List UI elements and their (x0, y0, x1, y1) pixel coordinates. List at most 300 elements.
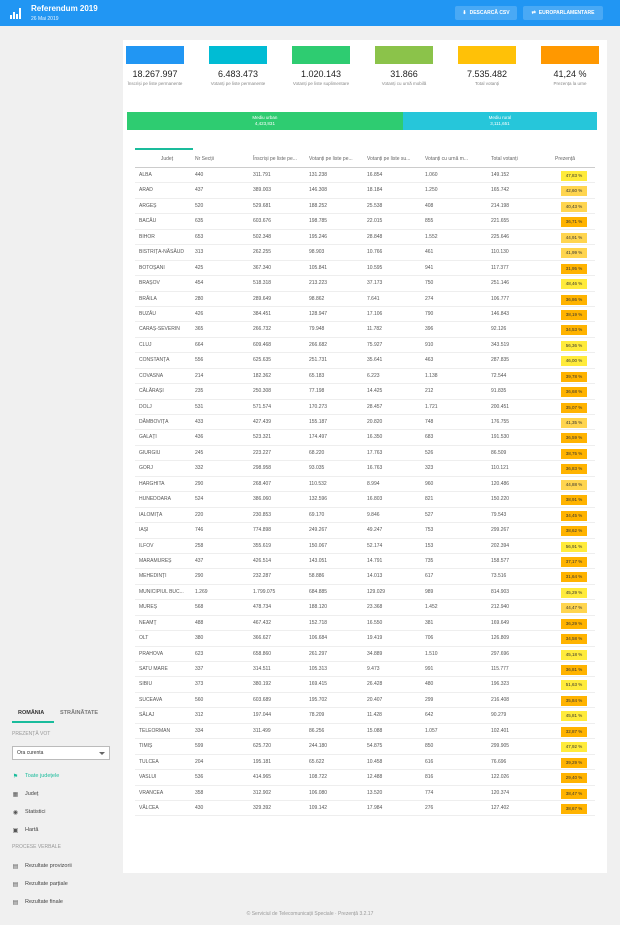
table-cell: 287.835 (491, 357, 510, 364)
table-row[interactable] (135, 245, 595, 260)
table-cell: 37.173 (367, 280, 383, 287)
table-row[interactable] (135, 677, 595, 692)
table-cell: 132.596 (309, 496, 328, 503)
table-row[interactable] (135, 430, 595, 445)
table-cell: 176.755 (491, 419, 510, 425)
table-cell: 430 (195, 804, 204, 811)
table-cell: 26.428 (367, 681, 383, 688)
sidebar-item[interactable] (12, 860, 72, 872)
table-row[interactable] (135, 353, 595, 368)
county-name: SIBIU (139, 681, 153, 688)
table-cell: 212.940 (491, 604, 510, 611)
presence-badge: 31,95 % (561, 264, 587, 274)
table-cell: 373 (195, 681, 204, 688)
presence-badge: 35,07 % (561, 403, 587, 413)
table-cell: 454 (195, 280, 204, 287)
table-row[interactable] (135, 600, 595, 615)
table-row[interactable] (135, 724, 595, 739)
presence-badge: 38,47 % (561, 789, 587, 799)
table-row[interactable] (135, 801, 595, 816)
table-row[interactable] (135, 261, 595, 276)
stat-color-bar (541, 46, 599, 64)
table-cell: 126.809 (491, 635, 510, 642)
table-cell: 440 (195, 172, 204, 178)
region-tabs (12, 710, 112, 724)
footer: © Serviciul de Telecomunicații Speciale · Prezență 3.2.17 (246, 911, 374, 917)
table-cell: 989 (425, 588, 434, 595)
presence-badge: 44,91 % (561, 233, 587, 243)
table-row[interactable] (135, 183, 595, 198)
tab-romania[interactable]: ROMÂNIA (18, 710, 45, 716)
table-cell: 623 (195, 650, 204, 657)
table-cell: 115.777 (491, 666, 509, 672)
table-cell: 436 (195, 434, 204, 441)
county-name: DOLJ (139, 403, 152, 410)
table-cell: 216.408 (491, 696, 510, 703)
table-cell: 128.947 (309, 310, 328, 317)
table-cell: 54.875 (367, 743, 383, 750)
table-cell: 110.121 (491, 465, 509, 472)
table-cell: 298.958 (253, 465, 272, 472)
stat-label: Votanți cu urnă mobilă (381, 81, 427, 86)
stat-value: 7.535.482 (466, 69, 508, 79)
table-cell: 1.250 (425, 187, 438, 194)
table-cell: 195.702 (309, 696, 328, 703)
county-name: GALAȚI (139, 434, 157, 441)
table-cell: 480 (425, 681, 434, 688)
table-cell: 750 (425, 280, 434, 287)
urban-segment (127, 112, 403, 130)
download-csv-label: DESCARCĂ CSV (469, 10, 510, 16)
table-cell: 531 (195, 403, 204, 410)
table-cell: 98.862 (309, 295, 325, 302)
table-cell: 384.451 (253, 310, 272, 317)
table-cell: 8.994 (367, 480, 380, 487)
table-cell: 251.731 (309, 357, 328, 364)
table-cell: 6.223 (367, 372, 380, 379)
table-row[interactable] (135, 292, 595, 307)
table-cell: 191.530 (491, 434, 510, 441)
table-cell: 437 (195, 557, 204, 564)
table-cell: 312 (195, 712, 204, 719)
document-icon: ▤ (12, 863, 19, 870)
table-cell: 109.142 (309, 804, 328, 811)
presence-badge: 36,29 % (561, 619, 587, 629)
stat-color-bar (209, 46, 267, 64)
county-name: ALBA (139, 172, 152, 178)
table-row[interactable] (135, 755, 595, 770)
table-row[interactable] (135, 230, 595, 245)
column-header[interactable]: Înscriși pe liste pe... (253, 156, 297, 162)
sidebar-item-label: Statistici (25, 809, 46, 815)
column-header[interactable]: Votanți cu urnă m... (425, 156, 469, 162)
table-cell: 16.763 (367, 465, 383, 472)
presence-badge: 38,19 % (561, 310, 587, 320)
table-cell: 23.368 (367, 604, 383, 611)
table-cell: 25.538 (367, 202, 383, 209)
table-cell: 1.452 (425, 604, 438, 611)
table-cell: 297.696 (491, 650, 510, 657)
table-cell: 165.742 (491, 187, 510, 194)
county-name: SĂLAJ (139, 712, 155, 719)
presence-badge: 56,36 % (561, 341, 587, 351)
table-cell: 225.646 (491, 233, 510, 240)
table-row[interactable] (135, 786, 595, 801)
table-cell: 748 (425, 419, 434, 425)
table-cell: 18.184 (367, 187, 383, 194)
table-header (135, 150, 595, 168)
table-cell: 200.451 (491, 403, 510, 410)
table-cell: 120.486 (491, 480, 510, 487)
table-cell: 683 (425, 434, 434, 441)
table-cell: 425 (195, 264, 204, 271)
table-cell: 197.044 (253, 712, 272, 719)
sidebar-item[interactable] (12, 806, 45, 818)
table-cell: 289.649 (253, 295, 272, 302)
table-row[interactable] (135, 446, 595, 461)
presence-badge: 48,46 % (561, 279, 587, 289)
table-cell: 343.519 (491, 341, 510, 348)
app-header (0, 0, 620, 26)
table-row[interactable] (135, 400, 595, 415)
county-name: CONSTANȚA (139, 357, 170, 364)
table-cell: 77.198 (309, 388, 325, 395)
stat-value: 1.020.143 (300, 69, 342, 79)
presence-badge: 34,58 % (561, 634, 587, 644)
table-cell: 214 (195, 372, 204, 379)
table-cell: 86.256 (309, 727, 325, 734)
table-cell: 1.060 (425, 172, 438, 178)
sidebar-item-label: Hartă (25, 827, 39, 833)
table-row[interactable] (135, 616, 595, 631)
presence-badge: 34,45 % (561, 511, 587, 521)
presence-badge: 56,91 % (561, 542, 587, 552)
table-cell: 334 (195, 727, 204, 734)
europarlamentare-label: EUROPARLAMENTARE (538, 10, 595, 16)
table-cell: 991 (425, 666, 434, 672)
table-cell: 314.511 (253, 666, 271, 672)
document-icon: ▤ (12, 899, 19, 906)
table-cell: 290 (195, 573, 204, 580)
presence-badge: 46,00 % (561, 356, 587, 366)
urban-value: 4,423,831 (254, 121, 275, 126)
table-cell: 244.180 (309, 743, 328, 750)
urban-rural-bar (127, 112, 597, 130)
table-row[interactable] (135, 214, 595, 229)
table-cell: 102.401 (491, 727, 510, 734)
presence-badge: 39,78 % (561, 372, 587, 382)
table-cell: 230.853 (253, 511, 272, 518)
stat-label: Înscriși pe liste permanente (127, 81, 183, 86)
sidebar-item[interactable] (12, 878, 68, 890)
county-name: TULCEA (139, 758, 159, 765)
column-header[interactable]: Total votanți (491, 156, 518, 162)
stat-card (374, 46, 434, 98)
table-cell: 790 (425, 310, 434, 317)
table-row[interactable] (135, 693, 595, 708)
sidebar-item[interactable] (12, 770, 59, 782)
presence-badge: 51,63 % (561, 680, 587, 690)
sidebar-item-label: Rezultate provizorii (25, 863, 72, 869)
table-cell: 20.407 (367, 696, 383, 703)
county-name: VÂLCEA (139, 804, 159, 811)
county-name: MUNICIPIUL BUC... (139, 588, 184, 595)
county-name: HUNEDOARA (139, 496, 171, 503)
table-row[interactable] (135, 461, 595, 476)
table-cell: 13.520 (367, 789, 383, 796)
table-cell: 106.684 (309, 635, 328, 642)
table-row[interactable] (135, 569, 595, 584)
table-cell: 523.321 (253, 434, 272, 441)
table-row[interactable] (135, 662, 595, 677)
table-cell: 110.532 (309, 480, 327, 487)
presence-badge: 45,81 % (561, 711, 587, 721)
chart-icon: ◉ (12, 809, 19, 816)
table-cell: 524 (195, 496, 204, 503)
table-cell: 251.146 (491, 280, 510, 287)
table-cell: 274 (425, 295, 434, 302)
stat-color-bar (126, 46, 184, 64)
table-cell: 28.457 (367, 403, 383, 410)
stat-color-bar (292, 46, 350, 64)
table-row[interactable] (135, 647, 595, 662)
table-cell: 117.377 (491, 264, 509, 271)
county-name: VRANCEA (139, 789, 164, 796)
column-header[interactable]: Votanți pe liste pe... (309, 156, 353, 162)
table-cell: 122.026 (491, 774, 510, 781)
table-cell: 850 (425, 743, 434, 750)
county-name: HARGHITA (139, 480, 165, 487)
table-cell: 17.763 (367, 449, 383, 456)
table-row[interactable] (135, 739, 595, 754)
county-name: BIHOR (139, 233, 155, 240)
stat-color-bar (458, 46, 516, 64)
table-row[interactable] (135, 631, 595, 646)
table-cell: 358 (195, 789, 204, 796)
table-cell: 1.057 (425, 727, 438, 734)
table-row[interactable] (135, 384, 595, 399)
county-table (135, 150, 595, 816)
county-name: SUCEAVA (139, 696, 163, 703)
table-cell: 437 (195, 187, 204, 194)
county-name: ILFOV (139, 542, 154, 549)
table-row[interactable] (135, 276, 595, 291)
table-row[interactable] (135, 554, 595, 569)
table-cell: 15.088 (367, 727, 383, 734)
tab-strainatate[interactable]: STRĂINĂTATE (60, 710, 98, 716)
table-cell: 502.348 (253, 233, 272, 240)
table-cell: 182.362 (253, 372, 272, 379)
column-header[interactable]: Prezență (554, 156, 575, 162)
table-cell: 262.255 (253, 249, 272, 256)
table-cell: 91.835 (491, 388, 507, 395)
table-cell: 11.428 (367, 712, 382, 719)
chevron-down-icon (99, 752, 105, 755)
stat-card (291, 46, 351, 98)
table-cell: 86.509 (491, 449, 507, 456)
table-cell: 518.318 (253, 280, 272, 287)
sidebar-item-label: Toate județele (25, 773, 60, 779)
table-cell: 1.510 (425, 650, 438, 657)
table-cell: 221.655 (491, 218, 510, 225)
county-name: OLT (139, 635, 149, 642)
table-cell: 1.269 (195, 588, 208, 595)
table-row[interactable] (135, 168, 595, 183)
table-cell: 245 (195, 449, 204, 456)
county-name: BRAȘOV (139, 280, 160, 287)
table-cell: 213.223 (309, 280, 328, 287)
table-cell: 73.516 (491, 573, 507, 580)
table-cell: 910 (425, 341, 434, 348)
table-cell: 568 (195, 604, 204, 611)
active-tab-indicator (12, 721, 54, 723)
table-cell: 65.183 (309, 372, 325, 379)
stat-card (540, 46, 600, 98)
table-cell: 463 (425, 357, 434, 364)
table-row[interactable] (135, 708, 595, 723)
table-cell: 150.067 (309, 542, 328, 549)
presence-badge: 47,83 % (561, 171, 587, 181)
presence-badge: 45,18 % (561, 650, 587, 660)
urban-label: Mediu urban (252, 115, 278, 120)
presence-badge: 36,68 % (561, 387, 587, 397)
time-select[interactable] (12, 746, 110, 760)
table-cell: 68.220 (309, 449, 325, 456)
table-cell: 414.965 (253, 774, 272, 781)
table-cell: 92.126 (491, 326, 507, 333)
table-row[interactable] (135, 322, 595, 337)
section-presence-label: PREZENȚĂ VOT (12, 731, 51, 737)
table-cell: 599 (195, 743, 204, 750)
column-header[interactable]: Votanți pe liste su... (367, 156, 411, 162)
table-row[interactable] (135, 369, 595, 384)
stat-value: 31.866 (390, 69, 418, 79)
county-name: CĂLĂRAȘI (139, 388, 164, 395)
table-cell: 311.499 (253, 727, 271, 734)
table-cell: 49.247 (367, 527, 383, 534)
presence-badge: 36,59 % (561, 433, 587, 443)
table-cell: 120.374 (491, 789, 510, 796)
main-panel (123, 40, 607, 873)
table-row[interactable] (135, 307, 595, 322)
table-cell: 78.209 (309, 712, 325, 719)
table-row[interactable] (135, 585, 595, 600)
table-row[interactable] (135, 492, 595, 507)
table-row[interactable] (135, 523, 595, 538)
table-cell: 299 (425, 696, 434, 703)
column-header[interactable]: Nr Secții (195, 156, 214, 162)
table-cell: 408 (425, 202, 434, 209)
sidebar-item[interactable] (12, 824, 38, 836)
sidebar-item-label: Rezultate finale (25, 899, 63, 905)
presence-badge: 31,64 % (561, 572, 587, 582)
table-cell: 536 (195, 774, 204, 781)
table-row[interactable] (135, 508, 595, 523)
county-name: COVASNA (139, 372, 164, 379)
rural-label: Mediu rural (488, 115, 512, 120)
table-cell: 1.138 (425, 372, 438, 379)
download-csv-button[interactable] (455, 6, 517, 20)
table-cell: 129.029 (367, 588, 386, 595)
stat-color-bar (375, 46, 433, 64)
column-header[interactable]: Județ (160, 156, 174, 162)
table-cell: 188.252 (309, 202, 328, 209)
county-name: GIURGIU (139, 449, 161, 456)
presence-badge: 38,91 % (561, 495, 587, 505)
table-cell: 774.898 (253, 527, 272, 534)
presence-badge: 36,86 % (561, 295, 587, 305)
county-name: ARGEȘ (139, 202, 157, 209)
table-cell: 329.392 (253, 804, 272, 811)
europarlamentare-button[interactable] (523, 6, 603, 20)
table-cell: 10.595 (367, 264, 383, 271)
rural-segment (403, 112, 597, 130)
table-cell: 280 (195, 295, 204, 302)
table-cell: 16.350 (367, 434, 383, 441)
county-name: BACĂU (139, 218, 157, 225)
stat-card (125, 46, 185, 98)
flag-icon: ⚑ (12, 773, 19, 780)
table-cell: 323 (425, 465, 434, 472)
table-cell: 28.848 (367, 233, 383, 240)
sidebar-item[interactable] (12, 788, 38, 800)
table-cell: 198.785 (309, 218, 328, 225)
table-cell: 337 (195, 666, 204, 672)
table-cell: 98.903 (309, 249, 325, 256)
presence-badge: 42,60 % (561, 186, 587, 196)
document-icon: ▤ (12, 881, 19, 888)
county-name: BUZĂU (139, 310, 156, 317)
table-cell: 816 (425, 774, 434, 781)
table-cell: 65.622 (309, 758, 325, 765)
table-cell: 10.766 (367, 249, 383, 256)
table-cell: 220 (195, 511, 204, 518)
presence-badge: 36,81 % (561, 665, 587, 675)
presence-badge: 44,88 % (561, 480, 587, 490)
table-cell: 188.120 (309, 604, 328, 611)
table-cell: 146.308 (309, 187, 328, 194)
table-cell: 235 (195, 388, 204, 395)
table-cell: 1.721 (425, 403, 438, 410)
table-cell: 706 (425, 635, 434, 642)
table-cell: 367.340 (253, 264, 272, 271)
table-cell: 355.619 (253, 542, 272, 549)
table-row[interactable] (135, 199, 595, 214)
table-row[interactable] (135, 477, 595, 492)
county-name: BRĂILA (139, 295, 157, 302)
table-row[interactable] (135, 770, 595, 785)
table-cell: 106.080 (309, 789, 328, 796)
table-row[interactable] (135, 415, 595, 430)
table-cell: 214.198 (491, 202, 510, 209)
table-cell: 571.574 (253, 403, 272, 410)
table-row[interactable] (135, 338, 595, 353)
table-cell: 75.927 (367, 341, 383, 348)
table-cell: 529.681 (253, 202, 272, 209)
county-name: MUREȘ (139, 604, 158, 611)
table-body (135, 168, 595, 816)
map-icon: ▣ (12, 827, 19, 834)
county-name: NEAMȚ (139, 619, 157, 626)
table-cell: 332 (195, 465, 204, 472)
county-name: CLUJ (139, 341, 152, 348)
table-cell: 223.227 (253, 449, 272, 456)
table-cell: 461 (425, 249, 434, 256)
table-row[interactable] (135, 539, 595, 554)
sidebar-item[interactable] (12, 896, 63, 908)
table-cell: 69.170 (309, 511, 325, 518)
presence-badge: 29,40 % (561, 773, 587, 783)
